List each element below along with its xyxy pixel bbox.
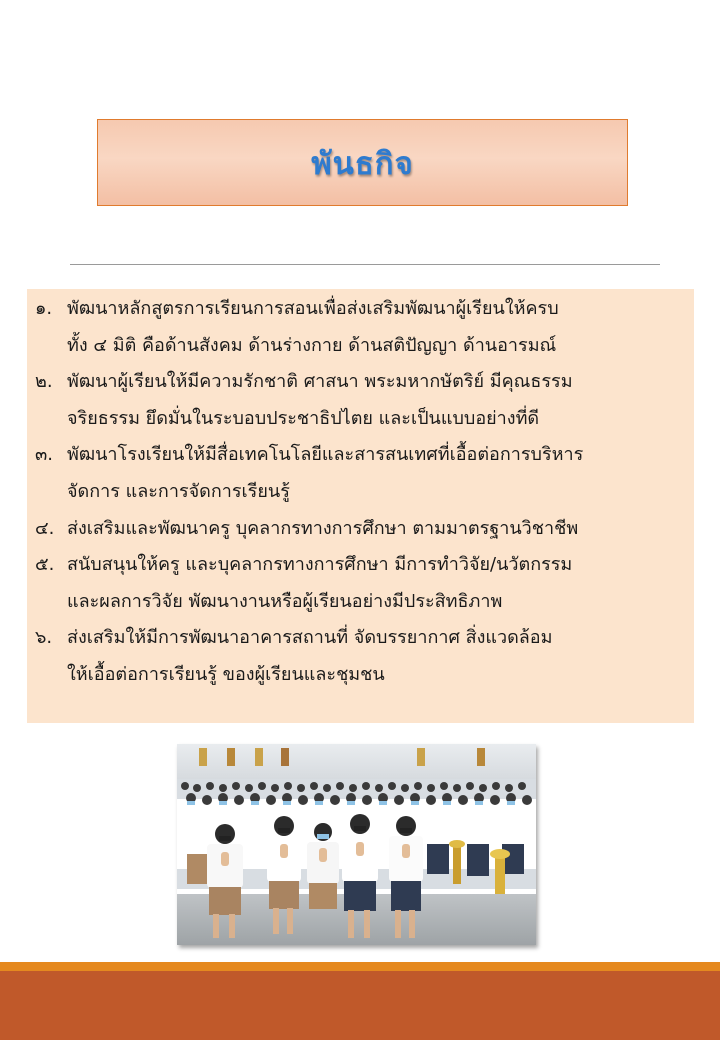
wall-banner [199,748,207,766]
mission-line: ให้เอื้อต่อการเรียนรู้ ของผู้เรียนและชุมชน [67,663,385,685]
divider-line [70,264,660,265]
mission-line: สนับสนุนให้ครู และบุคลากรทางการศึกษา มีการทำวิจัย/นวัตกรรม [67,554,573,576]
mission-number: ๖. [35,627,53,649]
mission-number: ๔. [35,517,55,539]
page-title: พันธกิจ [311,145,414,182]
footer-stripe [0,962,720,971]
mission-line: ทั้ง ๔ มิติ คือด้านสังคม ด้านร่างกาย ด้านสติปัญญา ด้านอารมณ์ [67,334,557,356]
footer-band [0,971,720,1040]
photo-illustration [177,744,536,945]
title-banner [97,119,628,206]
crowd-skirts [427,844,524,876]
wall-banner [227,748,235,766]
mission-number: ๓. [35,444,54,466]
mission-text [67,364,684,437]
mission-panel [27,289,694,723]
mission-text [67,511,684,548]
mission-text [67,437,684,510]
students-assembly-photo [177,744,536,945]
wall-banner [477,748,485,766]
mission-item-1 [33,291,684,364]
mission-text [67,620,684,693]
wall-banner [417,748,425,766]
wall-banner [281,748,289,766]
mission-line: จัดการ และการจัดการเรียนรู้ [67,480,290,502]
mission-line: ส่งเสริมและพัฒนาครู บุคลากรทางการศึกษา ตามมาตรฐานวิชาชีพ [67,517,579,539]
mission-item-6 [33,620,684,693]
mission-number: ๑. [35,298,53,319]
mission-item-4 [33,511,684,548]
mission-line: และผลการวิจัย พัฒนางานหรือผู้เรียนอย่างมีประสิทธิภาพ [67,590,503,612]
mission-number: ๒. [35,371,53,393]
mission-line: ส่งเสริมให้มีการพัฒนาอาคารสถานที่ จัดบรรยากาศ สิ่งแวดล้อม [67,627,553,649]
mission-item-2 [33,364,684,437]
mission-number: ๕. [35,554,55,576]
mission-line: พัฒนาหลักสูตรการเรียนการสอนเพื่อส่งเสริมพัฒนาผู้เรียนให้ครบ [67,298,559,319]
mission-text [67,291,684,364]
mission-line: จริยธรรม ยึดมั่นในระบอบประชาธิปไตย และเป็นแบบอย่างที่ดี [67,407,540,429]
mission-line: พัฒนาโรงเรียนให้มีสื่อเทคโนโลยีและสารสนเทศที่เอื้อต่อการบริหาร [67,444,584,466]
mission-item-5 [33,547,684,620]
wall-banner [255,748,263,766]
mission-list [33,291,684,694]
mission-item-3 [33,437,684,510]
mission-text [67,547,684,620]
mission-line: พัฒนาผู้เรียนให้มีความรักชาติ ศาสนา พระมหากษัตริย์ มีคุณธรรม [67,371,573,393]
